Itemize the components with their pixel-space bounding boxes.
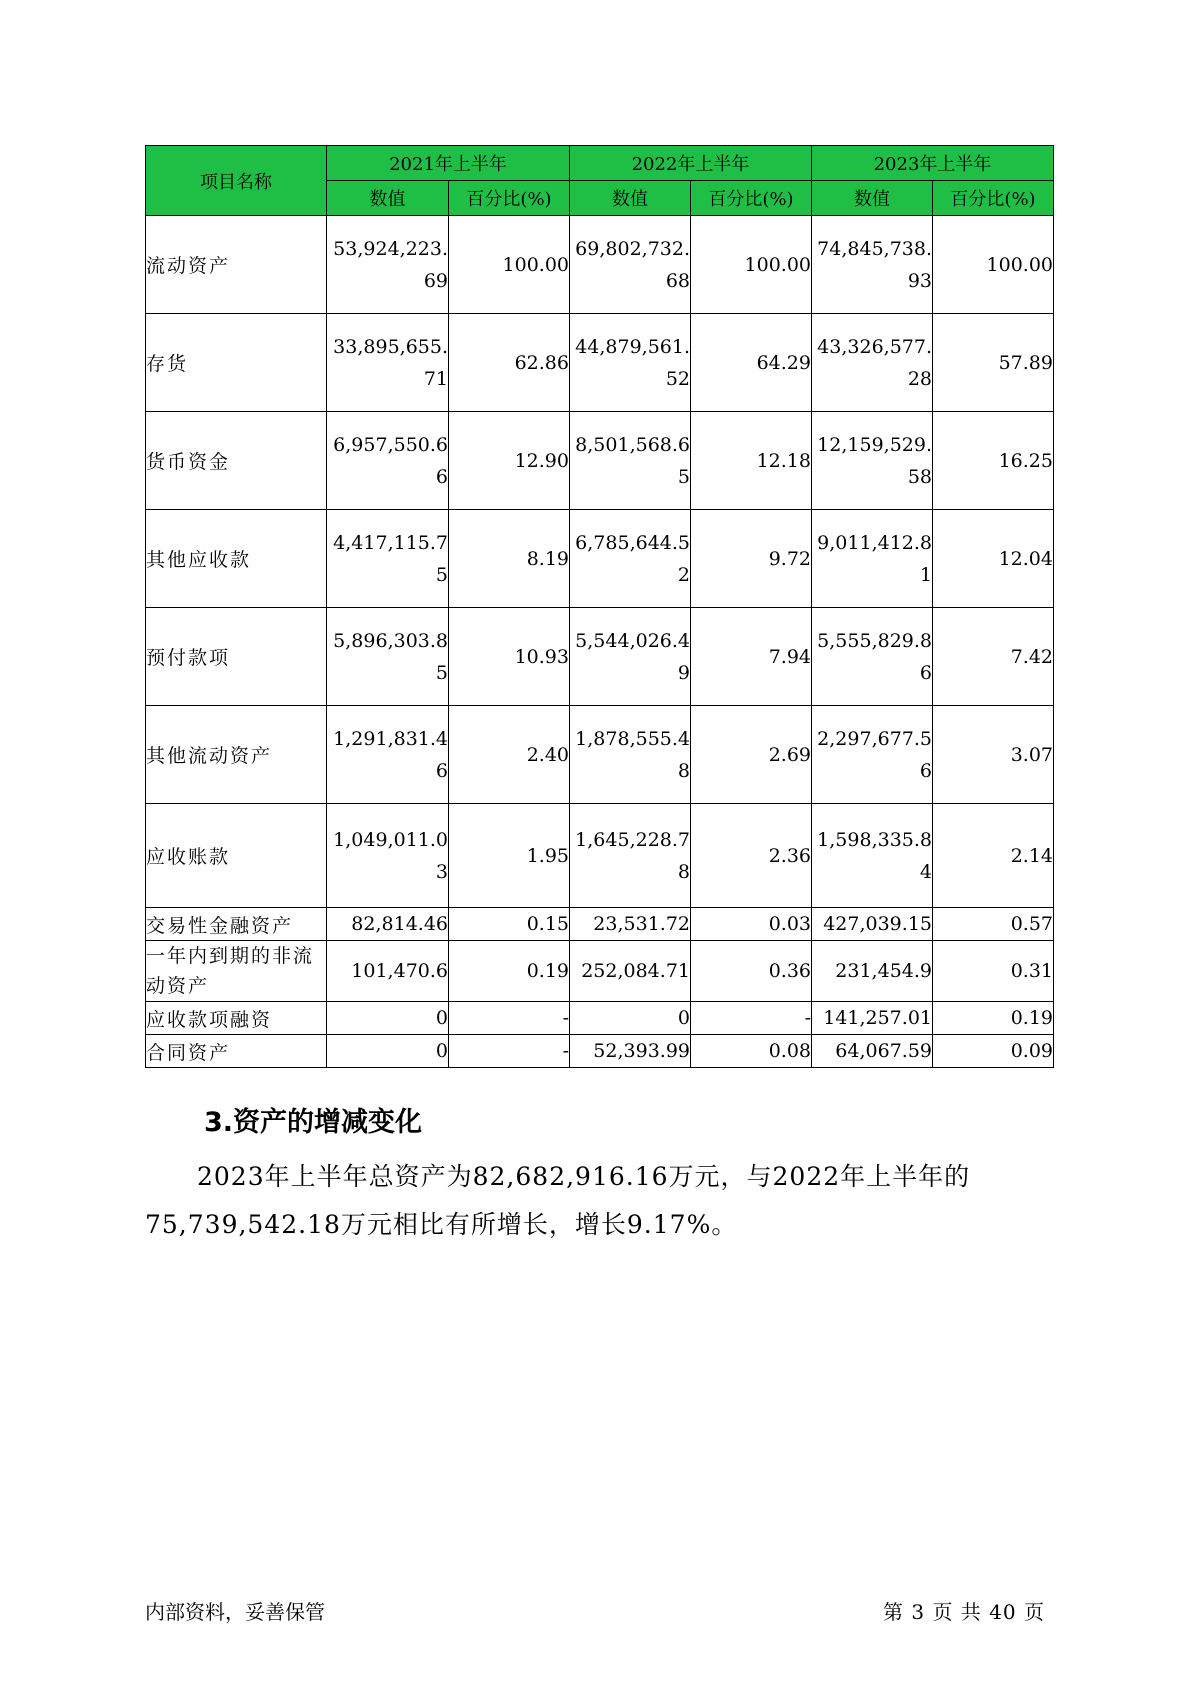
section-heading: 3.资产的增减变化 — [204, 1107, 423, 1138]
cell-value: 9,011,412.81 — [812, 510, 933, 608]
row-label: 合同资产 — [146, 1035, 327, 1068]
cell-percent: 0.19 — [933, 1002, 1054, 1035]
cell-percent: 0.08 — [691, 1035, 812, 1068]
cell-value: 4,417,115.75 — [327, 510, 449, 608]
row-label: 应收款项融资 — [146, 1002, 327, 1035]
cell-value: 0 — [570, 1002, 691, 1035]
cell-value: 231,454.9 — [812, 941, 933, 1002]
row-label: 流动资产 — [146, 216, 327, 314]
cell-percent: 100.00 — [933, 216, 1054, 314]
header-pct-2022: 百分比(%) — [691, 181, 812, 216]
cell-percent: 12.18 — [691, 412, 812, 510]
cell-value: 6,785,644.52 — [570, 510, 691, 608]
cell-percent: 64.29 — [691, 314, 812, 412]
cell-percent: 62.86 — [449, 314, 570, 412]
cell-value: 52,393.99 — [570, 1035, 691, 1068]
cell-value: 43,326,577.28 — [812, 314, 933, 412]
cell-value: 1,878,555.48 — [570, 706, 691, 804]
cell-value: 64,067.59 — [812, 1035, 933, 1068]
cell-percent: 3.07 — [933, 706, 1054, 804]
cell-percent: 0.09 — [933, 1035, 1054, 1068]
table-row — [146, 941, 1054, 1002]
cell-percent: 1.95 — [449, 804, 570, 908]
cell-value: 141,257.01 — [812, 1002, 933, 1035]
cell-value: 5,555,829.86 — [812, 608, 933, 706]
section-paragraph: 2023年上半年总资产为82,682,916.16万元，与2022年上半年的75,739,542.18万元相比有所增长，增长9.17%。 — [145, 1162, 971, 1239]
table-row — [146, 608, 1054, 706]
table-row — [146, 412, 1054, 510]
cell-value: 74,845,738.93 — [812, 216, 933, 314]
header-value-2022: 数值 — [570, 181, 691, 216]
header-pct-2021: 百分比(%) — [449, 181, 570, 216]
cell-percent: 8.19 — [449, 510, 570, 608]
table-row — [146, 804, 1054, 908]
header-pct-2023: 百分比(%) — [933, 181, 1054, 216]
cell-value: 0 — [327, 1035, 449, 1068]
cell-percent: 2.36 — [691, 804, 812, 908]
cell-percent: 2.40 — [449, 706, 570, 804]
cell-value: 2,297,677.56 — [812, 706, 933, 804]
cell-value: 0 — [327, 1002, 449, 1035]
cell-value: 33,895,655.71 — [327, 314, 449, 412]
row-label: 预付款项 — [146, 608, 327, 706]
cell-percent: 9.72 — [691, 510, 812, 608]
cell-percent: 2.14 — [933, 804, 1054, 908]
table-row — [146, 908, 1054, 941]
cell-value: 82,814.46 — [327, 908, 449, 941]
cell-value: 8,501,568.65 — [570, 412, 691, 510]
cell-percent: 2.69 — [691, 706, 812, 804]
cell-percent: 12.04 — [933, 510, 1054, 608]
footer-confidential-note: 内部资料，妥善保管 — [145, 1600, 325, 1624]
cell-percent: - — [449, 1002, 570, 1035]
cell-value: 23,531.72 — [570, 908, 691, 941]
table-row — [146, 1002, 1054, 1035]
asset-table — [145, 145, 1054, 1068]
cell-percent: - — [691, 1002, 812, 1035]
table-row — [146, 706, 1054, 804]
cell-percent: 0.36 — [691, 941, 812, 1002]
cell-value: 12,159,529.58 — [812, 412, 933, 510]
header-period-2022: 2022年上半年 — [570, 146, 812, 181]
cell-value: 101,470.6 — [327, 941, 449, 1002]
cell-value: 1,598,335.84 — [812, 804, 933, 908]
row-label: 一年内到期的非流动资产 — [146, 941, 327, 1002]
cell-percent: 12.90 — [449, 412, 570, 510]
row-label: 货币资金 — [146, 412, 327, 510]
header-period-2021: 2021年上半年 — [327, 146, 570, 181]
cell-percent: 0.03 — [691, 908, 812, 941]
cell-percent: 100.00 — [449, 216, 570, 314]
cell-percent: 16.25 — [933, 412, 1054, 510]
row-label: 应收账款 — [146, 804, 327, 908]
cell-value: 1,645,228.78 — [570, 804, 691, 908]
cell-value: 1,049,011.03 — [327, 804, 449, 908]
cell-percent: 0.57 — [933, 908, 1054, 941]
cell-value: 1,291,831.46 — [327, 706, 449, 804]
cell-percent: 0.19 — [449, 941, 570, 1002]
cell-percent: 7.94 — [691, 608, 812, 706]
cell-percent: 57.89 — [933, 314, 1054, 412]
cell-value: 5,896,303.85 — [327, 608, 449, 706]
cell-value: 44,879,561.52 — [570, 314, 691, 412]
cell-value: 252,084.71 — [570, 941, 691, 1002]
cell-percent: - — [449, 1035, 570, 1068]
table-row — [146, 314, 1054, 412]
header-value-2021: 数值 — [327, 181, 449, 216]
table-row — [146, 510, 1054, 608]
cell-percent: 0.31 — [933, 941, 1054, 1002]
cell-percent: 10.93 — [449, 608, 570, 706]
table-row — [146, 216, 1054, 314]
row-label: 其他流动资产 — [146, 706, 327, 804]
row-label: 其他应收款 — [146, 510, 327, 608]
cell-value: 69,802,732.68 — [570, 216, 691, 314]
footer-page-number: 第 3 页 共 40 页 — [883, 1600, 1045, 1624]
header-period-2023: 2023年上半年 — [812, 146, 1054, 181]
table-row — [146, 1035, 1054, 1068]
cell-value: 6,957,550.66 — [327, 412, 449, 510]
cell-percent: 7.42 — [933, 608, 1054, 706]
table-body — [146, 216, 1054, 1068]
header-item-name: 项目名称 — [146, 146, 327, 216]
row-label: 存货 — [146, 314, 327, 412]
cell-percent: 0.15 — [449, 908, 570, 941]
cell-value: 5,544,026.49 — [570, 608, 691, 706]
row-label: 交易性金融资产 — [146, 908, 327, 941]
header-value-2023: 数值 — [812, 181, 933, 216]
cell-value: 53,924,223.69 — [327, 216, 449, 314]
cell-value: 427,039.15 — [812, 908, 933, 941]
cell-percent: 100.00 — [691, 216, 812, 314]
